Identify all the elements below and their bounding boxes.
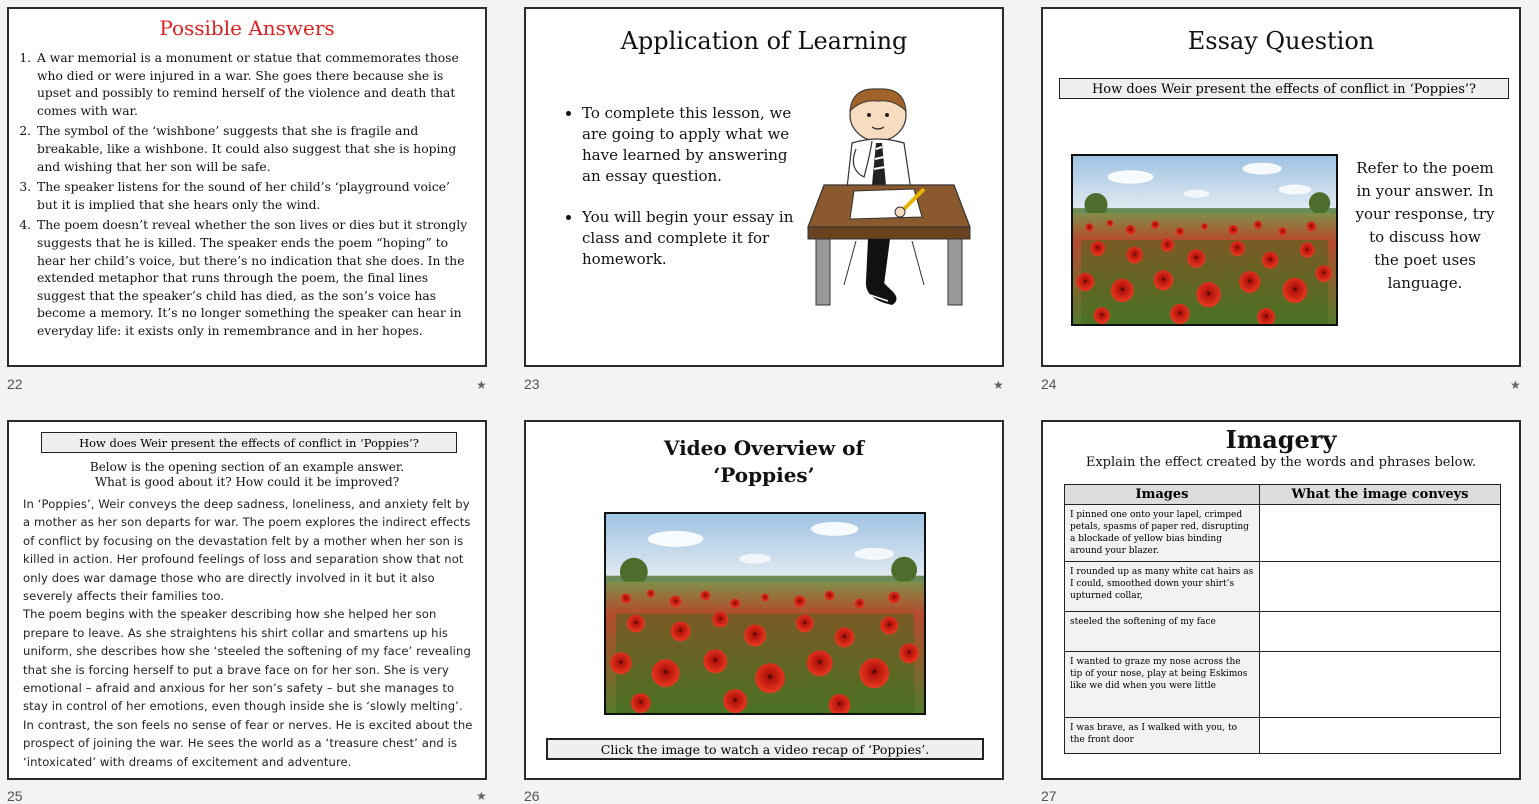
answer-cell[interactable] [1260,612,1501,652]
answer-item: 4. The poem doesn’t reveal whether the son lives or dies but it strongly suggests that he is killed. The speaker ends the poem “hoping” to hear her child’s voice, but there’s no indication that she does. In the extended metaphor that runs through the poem, the final lines suggest that the speaker’s child has died, as the son’s voice has become a memory. It’s no longer something the speaker can hear in everyday life: it exists only in remembrance and in her hopes. [35,217,471,340]
answer-cell[interactable] [1260,505,1501,562]
slide-24-thumbnail[interactable] [1041,7,1521,367]
answer-item: 1. A war memorial is a monument or statue that commemorates those who died or were injured in a war. She goes there because she is upset and possibly to remind herself of the violence and death that comes with war. [35,50,471,120]
slide-22-thumbnail[interactable] [7,7,487,367]
instruction-text: Refer to the poem in your answer. In your response, try to discuss how the poet uses language. [1355,159,1495,292]
answer-cell[interactable] [1260,652,1501,718]
video-caption: Click the image to watch a video recap of ‘Poppies’. [546,738,984,760]
table-row [1065,505,1501,562]
intro-line: Below is the opening section of an example answer. [89,460,405,474]
answer-cell[interactable] [1260,718,1501,754]
slide-26-thumbnail[interactable] [524,420,1004,780]
column-header: What the image conveys [1260,485,1501,505]
essay-paragraph: In ‘Poppies’, Weir conveys the deep sadness, loneliness, and anxiety felt by a mother as her son departs for war. The poem explores the indirect effects of conflict by focusing on the devastation felt by a mother when her son is killed in action. Her profound feelings of loss and separation show that not only does war damage those who are directly involved in it but it also severely affects their families too. [23,497,471,604]
image-cell: I was brave, as I walked with you, to the front door [1065,718,1260,754]
slide-number: 22 [7,376,23,392]
imagery-table [1064,484,1501,754]
star-icon: ★ [993,378,1004,392]
star-icon: ★ [1510,378,1521,392]
star-icon: ★ [476,378,487,392]
table-row [1065,718,1501,754]
slide-subtitle: Explain the effect created by the words and phrases below. [1085,455,1477,470]
bullet-list [562,103,810,290]
slide-number: 24 [1041,376,1057,392]
column-header: Images [1065,485,1260,505]
slide-25-thumbnail[interactable] [7,420,487,780]
slide-number: 23 [524,376,540,392]
star-icon: ★ [476,789,487,803]
intro-line: What is good about it? How could it be improved? [94,475,400,489]
intro-text [9,460,485,490]
answers-list [35,50,471,341]
poppy-field-image [1071,154,1338,326]
slide-number: 26 [524,788,540,804]
title-line: ‘Poppies’ [713,463,815,487]
student-writing-illustration [804,85,974,317]
bullet-item: • You will begin your essay in class and complete it for homework. [582,207,810,270]
image-cell: I rounded up as many white cat hairs as I could, smoothed down your shirt’s upturned collar, [1065,562,1260,612]
table-row [1065,612,1501,652]
image-cell: I pinned one onto your lapel, crimped petals, spasms of paper red, disrupting a blockade of yellow bias binding around your blazer. [1065,505,1260,562]
slide-number: 25 [7,788,23,804]
question-box: How does Weir present the effects of conflict in ‘Poppies’? [1059,78,1509,99]
slide-number: 27 [1041,788,1057,804]
slide-27-thumbnail[interactable] [1041,420,1521,780]
bullet-item: • To complete this lesson, we are going to apply what we have learned by answering an essay question. [582,103,810,187]
table-row [1065,562,1501,612]
answer-cell[interactable] [1260,562,1501,612]
table-row [1065,652,1501,718]
answer-item: 2. The symbol of the ‘wishbone’ suggests that she is fragile and breakable, like a wishbone. It could also suggest that she is hoping and wishing that her son will be safe. [35,123,471,176]
question-box: How does Weir present the effects of conflict in ‘Poppies’? [41,432,457,453]
image-cell: steeled the softening of my face [1065,612,1260,652]
slide-title: Application of Learning [620,27,908,55]
slide-title [526,435,1002,489]
video-link-image[interactable] [604,512,926,715]
essay-paragraph: The poem begins with the speaker describing how she helped her son prepare to leave. As she straightens his shirt collar and smartens up his uniform, she describes how she ‘steeled the softening of my face’ revealing that she is forcing herself to put a brave face on for her son. She is very emotional – afraid and anxious for her son’s safety – but she manages to stay in control of her emotions, even though inside she is ‘slowly melting’. [23,607,471,714]
slide-title: Imagery [1225,425,1337,454]
slide-title: Possible Answers [159,16,335,40]
essay-paragraph: In contrast, the son feels no sense of fear or nerves. He is excited about the prospect of joining the war. He sees the world as a ‘treasure chest’ and is ‘intoxicated’ with dreams of excitement and adventure. [23,717,473,769]
slide-23-thumbnail[interactable] [524,7,1004,367]
slide-title: Essay Question [1187,27,1375,55]
answer-item: 3. The speaker listens for the sound of her child’s ‘playground voice’ but it is implied that she hears only the wind. [35,179,471,214]
title-line: Video Overview of [663,436,865,460]
image-cell: I wanted to graze my nose across the tip of your nose, play at being Eskimos like we did when you were little [1065,652,1260,718]
example-answer [23,495,477,771]
